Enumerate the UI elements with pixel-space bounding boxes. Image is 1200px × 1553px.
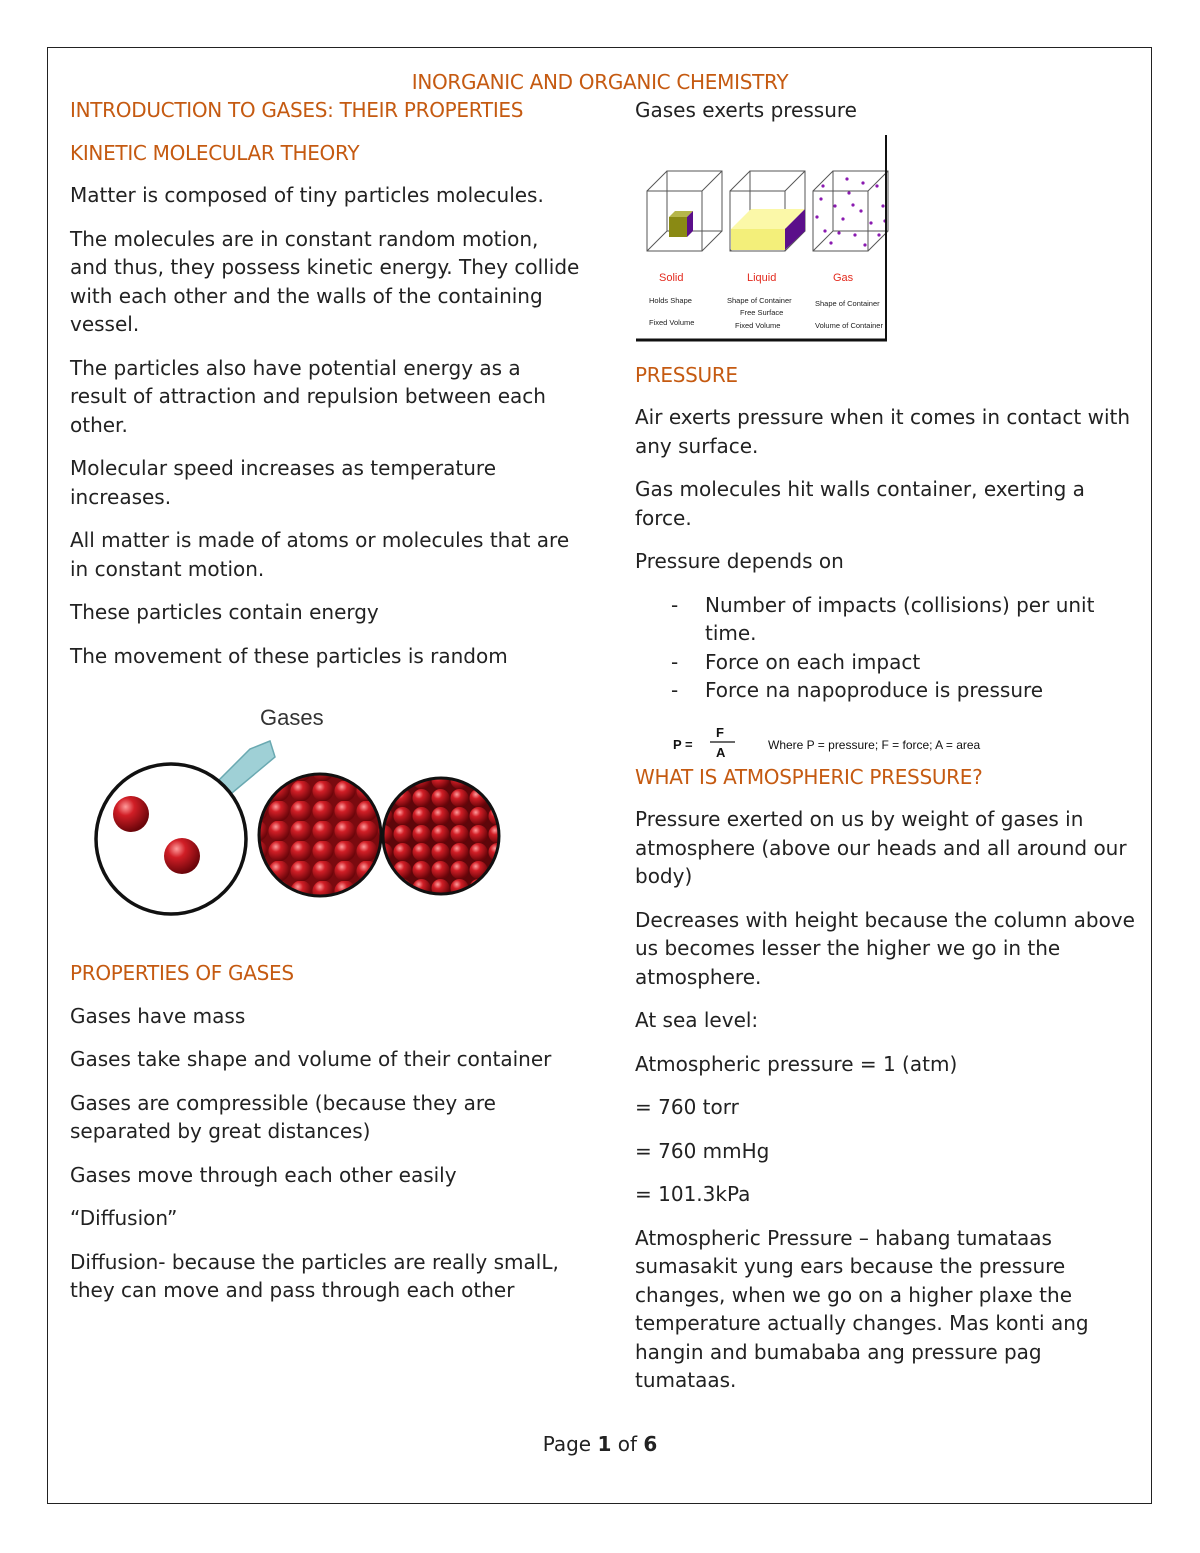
kmt-paragraph: Molecular speed increases as temperature increases. <box>70 456 497 509</box>
kmt-paragraph: The molecules are in constant random motion, and thus, they possess kinetic energy. They collide with each other and the walls of the containing vessel. <box>70 226 580 336</box>
footer-separator: of <box>617 1432 638 1456</box>
atmospheric-paragraph: = 760 mmHg <box>635 1138 770 1163</box>
atmospheric-paragraph: Decreases with height because the column above us becomes lesser the higher we go in the atmosphere. <box>635 907 1135 989</box>
atmospheric-paragraph: At sea level: <box>635 1008 759 1032</box>
document-title: INORGANIC AND ORGANIC CHEMISTRY <box>411 70 789 94</box>
liquid-label: Liquid <box>747 271 777 284</box>
property-item: Diffusion- because the particles are really smalL, they can move and pass through each other <box>70 1249 559 1302</box>
pressure-formula <box>635 717 1140 763</box>
states-of-matter-figure <box>635 131 1140 361</box>
gas-particle <box>164 838 200 874</box>
formula-lhs: P = <box>673 736 693 752</box>
formula-legend: Where P = pressure; F = force; A = area <box>768 737 981 752</box>
solid-container <box>383 778 499 894</box>
gas-label: Gas <box>833 271 854 284</box>
list-item: - Force na napoproduce is pressure <box>635 676 1140 705</box>
property-item: Gases are compressible (because they are separated by great distances) <box>70 1090 496 1143</box>
footer-prefix: Page <box>542 1432 592 1456</box>
page-footer <box>0 1432 1200 1456</box>
kmt-paragraph: The particles also have potential energy as a result of attraction and repulsion between each other. <box>70 355 546 437</box>
list-item: - Number of impacts (collisions) per unit time. <box>635 591 1140 648</box>
kmt-paragraph: The movement of these particles is random <box>70 643 508 668</box>
intro-heading: INTRODUCTION TO GASES: THEIR PROPERTIES <box>70 98 524 122</box>
formula-denominator: A <box>716 744 726 760</box>
pressure-intro: Gases exerts pressure <box>635 98 857 122</box>
pressure-paragraph: Gas molecules hit walls container, exerting a force. <box>635 477 1085 530</box>
gases-label: Gases <box>260 705 324 730</box>
solid-label: Solid <box>659 271 684 284</box>
liquid-caption: Shape of Container <box>727 295 792 305</box>
left-column <box>70 96 580 1305</box>
gas-caption: Shape of Container <box>815 298 880 308</box>
gas-particles-figure <box>70 681 580 973</box>
solid-caption: Fixed Volume <box>649 317 695 327</box>
atmospheric-paragraph: Atmospheric pressure = 1 (atm) <box>635 1051 958 1076</box>
property-item: Gases move through each other easily <box>70 1162 457 1187</box>
gas-caption: Volume of Container <box>815 320 883 330</box>
states-of-matter-illustration <box>635 131 895 351</box>
pressure-paragraph: Air exerts pressure when it comes in contact with any surface. <box>635 405 1131 458</box>
properties-heading: PROPERTIES OF GASES <box>70 961 294 985</box>
gas-particle <box>113 796 149 832</box>
liquid-container <box>259 774 381 896</box>
right-column <box>635 96 1140 1395</box>
list-item: - Force on each impact <box>635 648 1140 677</box>
gas-particles-illustration <box>70 681 580 973</box>
gas-container <box>96 764 246 914</box>
solid-caption: Holds Shape <box>649 295 692 305</box>
liquid-caption: Free Surface <box>740 307 784 317</box>
atmospheric-paragraph: Atmospheric Pressure – habang tumataas sumasakit yung ears because the pressure changes, when we go on a higher plaxe the temperature actually changes. Mas konti ang hangin and bumababa ang pressure pag tumataas. <box>635 1225 1089 1392</box>
footer-current-page: 1 <box>597 1432 612 1456</box>
property-item: Gases take shape and volume of their container <box>70 1047 552 1071</box>
formula-numerator: F <box>716 724 724 740</box>
formula-graphic <box>635 717 1055 763</box>
kmt-heading: KINETIC MOLECULAR THEORY <box>70 140 360 165</box>
property-item: “Diffusion” <box>70 1206 178 1230</box>
pressure-paragraph: Pressure depends on <box>635 549 844 573</box>
kmt-paragraph: Matter is composed of tiny particles molecules. <box>70 183 544 207</box>
liquid-caption: Fixed Volume <box>735 320 781 330</box>
atmospheric-paragraph: = 101.3kPa <box>635 1182 751 1206</box>
property-item: Gases have mass <box>70 1003 246 1028</box>
atmospheric-paragraph: Pressure exerted on us by weight of gases in atmosphere (above our heads and all around our body) <box>635 807 1127 888</box>
footer-total-pages: 6 <box>643 1432 658 1456</box>
kmt-paragraph: All matter is made of atoms or molecules that are in constant motion. <box>70 528 570 581</box>
atmospheric-heading: WHAT IS ATMOSPHERIC PRESSURE? <box>635 764 983 789</box>
atmospheric-paragraph: = 760 torr <box>635 1095 739 1119</box>
kmt-paragraph: These particles contain energy <box>70 600 379 624</box>
pressure-factors-list <box>635 591 1140 705</box>
pressure-heading: PRESSURE <box>635 362 738 387</box>
